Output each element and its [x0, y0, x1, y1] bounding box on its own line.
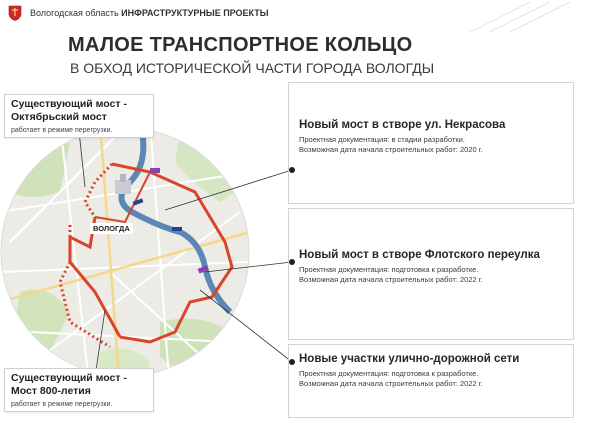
callout-title-line2: Октябрьский мост — [11, 111, 107, 123]
header-text — [30, 8, 269, 18]
city-label: ВОЛОГДА — [90, 223, 133, 234]
decor-lines — [470, 2, 590, 32]
panel-title: Новый мост в створе Флотского переулка — [299, 249, 540, 261]
panel-title: Новый мост в створе ул. Некрасова — [299, 119, 506, 131]
panel-line1: Проектная документация: подготовка к разработке. — [299, 369, 479, 378]
callout-oktyabrsky-bridge — [4, 94, 154, 138]
header-region: Вологодская область — [30, 8, 119, 18]
callout-note: работает в режиме перегрузки. — [11, 127, 113, 134]
panel-line2: Возможная дата начала строительных работ: 2022 г. — [299, 379, 483, 388]
connector-dot — [289, 359, 295, 365]
panel-line1: Проектная документация: подготовка к разработке. — [299, 265, 479, 274]
callout-800-bridge — [4, 368, 154, 412]
callout-note: работает в режиме перегрузки. — [11, 401, 113, 408]
connector-dot — [289, 167, 295, 173]
callout-title-line1: Существующий мост - — [11, 372, 127, 384]
panel-new-streets — [288, 344, 574, 418]
panel-line2: Возможная дата начала строительных работ: 2020 г. — [299, 145, 483, 154]
page-subtitle: В ОБХОД ИСТОРИЧЕСКОЙ ЧАСТИ ГОРОДА ВОЛОГДЫ — [70, 60, 435, 76]
callout-title-line1: Существующий мост - — [11, 98, 127, 110]
new-bridge-nekrasova — [150, 168, 160, 173]
connector-dot — [289, 259, 295, 265]
panel-nekrasova-bridge — [288, 82, 574, 204]
header-section: ИНФРАСТРУКТУРНЫЕ ПРОЕКТЫ — [121, 8, 269, 18]
panel-flotsky-bridge — [288, 208, 574, 340]
coat-of-arms-icon — [8, 5, 22, 21]
panel-title: Новые участки улично-дорожной сети — [299, 353, 520, 365]
panel-line1: Проектная документация: в стадии разработки. — [299, 135, 465, 144]
callout-title-line2: Мост 800-летия — [11, 385, 91, 397]
page-title: МАЛОЕ ТРАНСПОРТНОЕ КОЛЬЦО — [68, 34, 413, 56]
panel-line2: Возможная дата начала строительных работ: 2022 г. — [299, 275, 483, 284]
